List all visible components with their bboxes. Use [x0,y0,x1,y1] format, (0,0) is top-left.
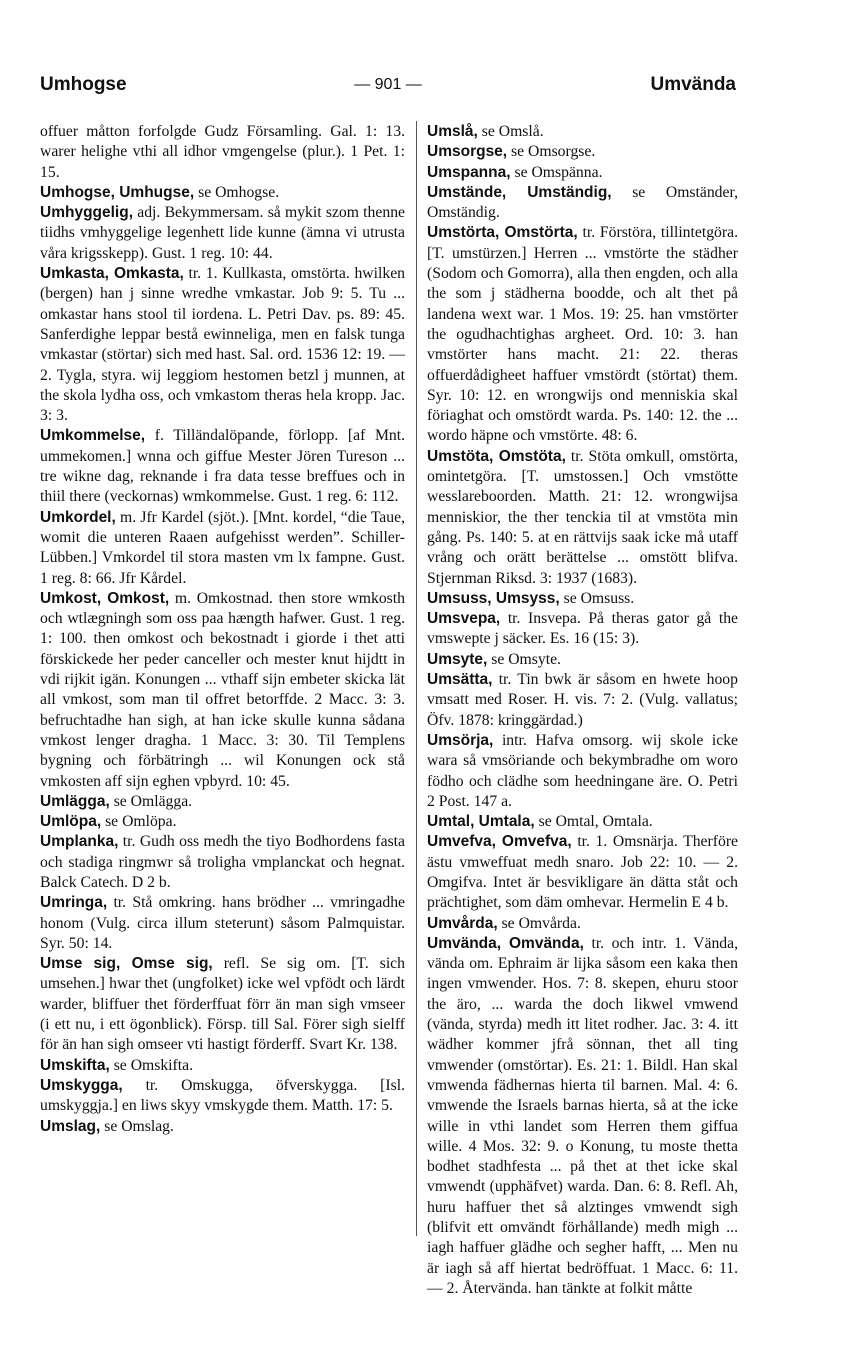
entry-headword: Umslag, [40,1117,101,1135]
entry-headword: Umspanna, [427,163,511,181]
dictionary-entry [40,508,405,589]
entry-text: se Omskifta. [113,1056,193,1074]
entry-headword: Umsvepa, [427,610,501,628]
entry-text: tr. Stöta omkull, omstörta, omintetgöra. [T. umstossen.] Och vmstötte wesslareboorden. Matth. 21: 12. wrongwijsa menniskior, the ther tenckia til at vmstöta min gång. Ps. 140: 5. at en rättvijs saak icke må utaff vrång och orätt berättelse ... omstött blifva. Stjernman Riksd. 3: 1937 (1683). [427,447,738,587]
header-left-word: Umhogse [40,74,127,95]
entry-text: tr. Stå omkring. hans brödher ... vmringadhe honom (Vulg. circa illum steterunt) såsom Palmquistar. Syr. 50: 14. [40,894,405,952]
entry-text: adj. Bekymmersam. så mykit szom thenne tiidhs vmhyggelige legenhett lide kunne (ämna vi utrusta våra krigsskepp). Gust. 1 reg. 10: 44. [40,204,405,262]
dictionary-entry [40,203,405,264]
entry-text: se Omsyte. [491,650,561,668]
entry-text: se Omslå. [481,123,544,140]
entry-headword: Umstände, Umständig, [427,183,612,201]
entry-text: refl. Se sig om. [T. sich umsehen.] hwar thet (ungfolket) icke wel vpfödt och lärdt warder, bliffuer thet förderffuat förr än man sigh vmseer (i ett nu, i ett ögonblick). Försp. till Sal. Förer sigh sielff för än han sigh omseer vti hastigt förderff. Svart Kr. 138. [40,955,405,1054]
dictionary-entry [40,812,405,832]
entry-headword: Umhogse, Umhugse, [40,183,195,201]
entry-headword: Umsyte, [427,650,488,668]
dictionary-entry [427,914,738,934]
dictionary-entry [427,812,738,832]
dictionary-entry [40,832,405,893]
entry-headword: Umvefva, Omvefva, [427,833,572,851]
entry-headword: Umlägga, [40,792,110,810]
entry-headword: Umstöta, Omstöta, [427,447,566,465]
entry-text: se Omhogse. [198,183,280,201]
entry-headword: Umsätta, [427,671,493,689]
entry-headword: Umhyggelig, [40,204,134,222]
page-number: — 901 — [354,76,422,93]
dictionary-entry [40,589,405,792]
entry-headword: Umskifta, [40,1056,110,1074]
entry-text: tr. Gudh oss medh the tiyo Bodhordens fasta och stadiga ringmwr så troligha vmplanckat och hegnat. Balck Catech. D 2 b. [40,833,406,891]
dictionary-entry [40,264,405,426]
dictionary-entry [427,650,738,670]
entry-text: m. Omkostnad. then store wmkosth och wtlægningh som oss paa hængth hafwer. Gust. 1 reg. 1: 100. then omkost och bekostnadt i giorde i thet atti förskickede her peder canceller och mester knut hijdtt in vdi rijkit igän. Konungen ... vthaff sijn embeter skicka lät all vmkost, som man til offret betorffde. 2 Macc. 3: 3. befruchtadhe han sigh, at han icke skulle kunna sådana vmkost lenger dragha. 1 Macc. 3: 30. Til Templens bygning och förbätringh ... wil Konungen ock stå vmkosten aff sijn eghen vpbyrd. 10: 45. [40,589,405,790]
entry-text: tr. och intr. 1. Vända, vända om. Ephraim är lijka såsom een kaka then ingen vmwender. Hos. 7: 8. skepen, ehuru stoor the äro, ... warda the doch likwel vmwend (vända, styrda) medh itt litet rodher. Jac. 3: 4. itt wädher kommer jfrå sönnan, thet all ting vmwender (omstörtar). Es. 21: 1. Bildl. Han skal vmwenda fädhernas hierta til barnen. Mal. 4: 6. vmwende the Israels barnas hierta, så at the icke wille in vthi landet som Herren them giffua wille. 4 Mos. 32: 9. o Konung, tu moste thetta bodhet stadhfesta ... på thet at thet icke skal vmwendt (upphäfvet) warda. Dan. 6: 8. Refl. Ah, huru haffuer thet så alztinges vmwendt sigh (blifvit ett omvändt förhållande) medh migh ... iagh haffuer glädhe och segher hafft, ... Men nu är iagh så aff hiertat bedröffuat. 1 Macc. 6: 11. — 2. Återvända. han tänkte at folkit måtte [427,934,739,1297]
entry-text: f. Tilländalöpande, förlopp. [af Mnt. ummekomen.] wnna och giffue Mester Jören Tureson ... tre wikne dag, reknande i fra data tesse breffues och in thiil there (veckornas) wmkommelse. Gust. 1 reg. 6: 112. [40,427,406,506]
dictionary-entry [427,589,738,609]
dictionary-entry [427,934,738,1299]
entry-headword: Umsörja, [427,731,494,749]
running-header [40,74,736,104]
entry-text: m. Jfr Kardel (sjöt.). [Mnt. kordel, “die Taue, womit die unteren Raaen aufgehisst werden”. Schiller-Lübben.] Vmkordel til stora masten vm lx fampne. Gust. 1 reg. 8: 66. Jfr Kårdel. [40,508,406,587]
entry-text: se Omständer, Omständig. [427,183,738,222]
entry-headword: Umse sig, Omse sig, [40,955,213,973]
left-column [40,122,405,1137]
entry-text: se Omlöpa. [105,813,177,831]
entry-text: se Omlägga. [113,792,193,810]
entry-headword: Umvända, Omvända, [427,934,584,952]
entry-headword: Umskygga, [40,1076,123,1094]
entry-headword: Umkordel, [40,508,116,526]
dictionary-entry [40,954,405,1055]
entry-text: tr. Omskugga, öfverskygga. [Isl. umskyggja.] en liws skyy vmskygde them. Matth. 17: 5. [40,1076,405,1115]
dictionary-entry [40,1076,405,1117]
entry-headword: Umkasta, Omkasta, [40,265,184,283]
entry-headword: Umtal, Umtala, [427,813,535,831]
entry-text: offuer måtton forfolgde Gudz Församling. Gal. 1: 13. warer helighe vthi all idhor vmgengelse (plur.). 1 Pet. 1: 15. [40,123,405,181]
entry-text: se Omsuss. [563,589,635,607]
dictionary-entry [40,122,405,183]
dictionary-entry [40,1117,405,1137]
dictionary-entry [427,832,738,913]
entry-text: tr. Förstöra, tillintetgöra. [T. umstürzen.] Herren ... vmstörte the städher (Sodom och Gomorra), alla then engden, och alla the som j städherna boodde, och alt thet på landena wext war. 1 Mos. 19: 25. han vmstörter the ogudhachtighas argheet. Ord. 10: 3. han vmstörter hans macht. 21: 22. theras offuerdådigheet haffuer vmstördt (störtat) them. Syr. 10: 12. en wrongwijs ond menniskia skal föriaghat och omstördt warda. Ps. 140: 12. the ... wordo häpne och vmstörte. 48: 6. [427,224,738,445]
dictionary-entry [427,183,738,224]
entry-text: tr. Tin bwk är såsom en hwete hoop vmsatt med Roser. H. vis. 7: 2. (Vulg. vallatus; Öfv. 1878: kringgärdad.) [427,671,738,729]
entry-headword: Umlöpa, [40,813,102,831]
dictionary-entry [427,670,738,731]
dictionary-entry [427,223,738,446]
entry-headword: Umkost, Omkost, [40,589,170,607]
dictionary-entry [427,609,738,650]
dictionary-entry [40,893,405,954]
dictionary-entry [427,163,738,183]
entry-headword: Umkommelse, [40,427,146,445]
entry-headword: Umslå, [427,123,478,140]
dictionary-entry [427,142,738,162]
dictionary-entry [427,447,738,589]
entry-headword: Umsorgse, [427,143,508,161]
column-divider [416,121,417,1236]
entry-text: intr. Hafva omsorg. wij skole icke wara så vmsöriande och bekymbradhe om woro födho och clädhe som heedningane äre. O. Petri 2 Post. 147 a. [427,731,739,810]
dictionary-entry [427,731,738,812]
entry-text: se Omvårda. [501,914,581,932]
dictionary-entry [40,792,405,812]
right-column [427,122,738,1299]
entry-text: se Omspänna. [514,163,603,181]
dictionary-entry [40,426,405,507]
dictionary-entry [40,1056,405,1076]
entry-headword: Umringa, [40,894,108,912]
dictionary-entry [427,122,738,142]
entry-text: se Omtal, Omtala. [538,813,653,831]
entry-headword: Umvårda, [427,914,498,932]
entry-text: tr. 1. Kullkasta, omstörta. hwilken (bergen) han j sinne wredhe vmkastar. Job 9: 5. Tu ... omkastar hans stool til iordena. L. Petri Dav. ps. 89: 45. Sanferdighe leppar bestå ewinneliga, men en falsk tunga vmkastar (störtar) sich med hast. Sal. ord. 1536 12: 19. — 2. Tygla, styra. wij leggiom hestomen betzl j munnen, at the skola lydha oss, och vmkastom theras hela kropp. Jac. 3: 3. [40,265,405,425]
entry-text: se Omslag. [104,1117,174,1135]
entry-headword: Umplanka, [40,833,119,851]
entry-text: se Omsorgse. [511,143,596,161]
entry-text: tr. 1. Omsnärja. Therföre ästu vmweffuat medh snaro. Job 22: 10. — 2. Omgifva. Intet är besvikligare än dätta ståt och prächtighet, som däm omhevar. Hermelin E 4 b. [427,833,739,912]
entry-text: tr. Insvepa. På theras gator gå the vmswepte j säcker. Es. 16 (15: 3). [427,610,739,648]
entry-headword: Umstörta, Omstörta, [427,224,578,242]
entry-headword: Umsuss, Umsyss, [427,589,560,607]
header-right-word: Umvända [650,74,736,95]
dictionary-entry [40,183,405,203]
